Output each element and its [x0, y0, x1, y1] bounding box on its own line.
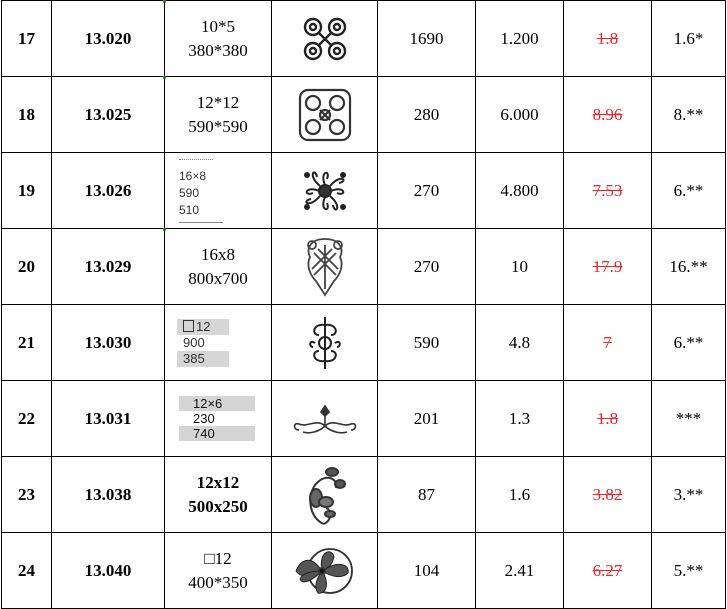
scan-line: 590 — [179, 185, 200, 200]
dimensions-cell — [165, 153, 272, 229]
ornament-rosette-icon — [295, 161, 355, 221]
old-price: 8.96 — [564, 77, 652, 153]
quantity: 87 — [378, 457, 476, 533]
table-row — [2, 1, 726, 77]
weight: 1.200 — [476, 1, 564, 77]
dimensions-cell — [165, 229, 272, 305]
dimension-scan — [177, 319, 229, 367]
table-row — [2, 457, 726, 533]
scan-line: 510 — [179, 202, 200, 217]
weight: 6.000 — [476, 77, 564, 153]
item-code: 13.020 — [52, 1, 165, 77]
scan-line: 900 — [183, 334, 205, 350]
table-row — [2, 533, 726, 609]
ornament-scroll-square-icon — [299, 13, 351, 65]
quantity: 270 — [378, 153, 476, 229]
price: 5.** — [652, 533, 726, 609]
ornament-crest-icon — [289, 402, 361, 436]
image-cell — [272, 533, 378, 609]
old-price: 1.8 — [564, 381, 652, 457]
price: 16.** — [652, 229, 726, 305]
row-number: 22 — [2, 381, 52, 457]
price: 6.** — [652, 305, 726, 381]
dimension-scan — [179, 396, 255, 441]
ornament-flower-icon — [292, 543, 358, 599]
price: 1.6* — [652, 1, 726, 77]
scan-line: 385 — [177, 351, 229, 367]
dimension-scan — [179, 159, 271, 223]
row-number: 19 — [2, 153, 52, 229]
row-number: 18 — [2, 77, 52, 153]
dimensions-cell — [165, 381, 272, 457]
item-code: 13.038 — [52, 457, 165, 533]
scan-line: 740 — [179, 426, 255, 441]
row-number: 17 — [2, 1, 52, 77]
row-number: 20 — [2, 229, 52, 305]
row-number: 23 — [2, 457, 52, 533]
overall-size: 800x700 — [188, 268, 248, 288]
item-code: 13.029 — [52, 229, 165, 305]
quantity: 201 — [378, 381, 476, 457]
cell-marker — [163, 76, 166, 79]
ornament-vertical-scroll-icon — [305, 313, 345, 373]
price: 6.** — [652, 153, 726, 229]
image-cell — [272, 153, 378, 229]
price: 3.** — [652, 457, 726, 533]
image-cell — [272, 1, 378, 77]
dimensions-cell — [165, 533, 272, 609]
weight: 10 — [476, 229, 564, 305]
weight: 1.6 — [476, 457, 564, 533]
overall-size: 500x250 — [188, 496, 248, 516]
table-row — [2, 77, 726, 153]
profile-size: 16x8 — [201, 244, 235, 264]
dimensions-cell — [165, 457, 272, 533]
overall-size: 380*380 — [188, 40, 248, 60]
quantity: 1690 — [378, 1, 476, 77]
table-row — [2, 229, 726, 305]
scan-line: 16×8 — [179, 168, 207, 183]
quantity: 270 — [378, 229, 476, 305]
item-code: 13.031 — [52, 381, 165, 457]
row-number: 21 — [2, 305, 52, 381]
dimensions-cell — [165, 1, 272, 77]
old-price: 1.8 — [564, 1, 652, 77]
table-row — [2, 153, 726, 229]
quantity: 104 — [378, 533, 476, 609]
overall-size: 590*590 — [188, 116, 248, 136]
cell-marker — [163, 228, 166, 231]
profile-size: 12x12 — [196, 472, 240, 492]
image-cell — [272, 229, 378, 305]
dimensions-cell — [165, 77, 272, 153]
table-row — [2, 381, 726, 457]
ornament-lattice-icon — [302, 235, 348, 299]
old-price: 7.53 — [564, 153, 652, 229]
profile-size: 10*5 — [201, 16, 235, 36]
cell-marker — [163, 0, 166, 3]
image-cell — [272, 305, 378, 381]
price: *** — [652, 381, 726, 457]
quantity: 280 — [378, 77, 476, 153]
quantity: 590 — [378, 305, 476, 381]
price-table — [1, 0, 726, 609]
weight: 1.3 — [476, 381, 564, 457]
weight: 4.800 — [476, 153, 564, 229]
old-price: 17.9 — [564, 229, 652, 305]
weight: 4.8 — [476, 305, 564, 381]
old-price: 6.27 — [564, 533, 652, 609]
image-cell — [272, 457, 378, 533]
old-price: 3.82 — [564, 457, 652, 533]
profile-size: 12*12 — [196, 92, 240, 112]
ornament-leaf-branch-icon — [302, 462, 348, 528]
profile-size: □12 — [204, 548, 232, 568]
item-code: 13.040 — [52, 533, 165, 609]
old-price: 7 — [564, 305, 652, 381]
ornament-scroll-square-icon — [297, 87, 353, 143]
weight: 2.41 — [476, 533, 564, 609]
dimensions-cell — [165, 305, 272, 381]
scan-line: 230 — [193, 411, 215, 426]
item-code: 13.025 — [52, 77, 165, 153]
image-cell — [272, 77, 378, 153]
table-row — [2, 305, 726, 381]
row-number: 24 — [2, 533, 52, 609]
square-profile-icon — [183, 320, 194, 332]
image-cell — [272, 381, 378, 457]
scan-line: 12×6 — [179, 396, 255, 411]
item-code: 13.026 — [52, 153, 165, 229]
scan-line: 12 — [196, 318, 211, 334]
item-code: 13.030 — [52, 305, 165, 381]
price: 8.** — [652, 77, 726, 153]
overall-size: 400*350 — [188, 572, 248, 592]
